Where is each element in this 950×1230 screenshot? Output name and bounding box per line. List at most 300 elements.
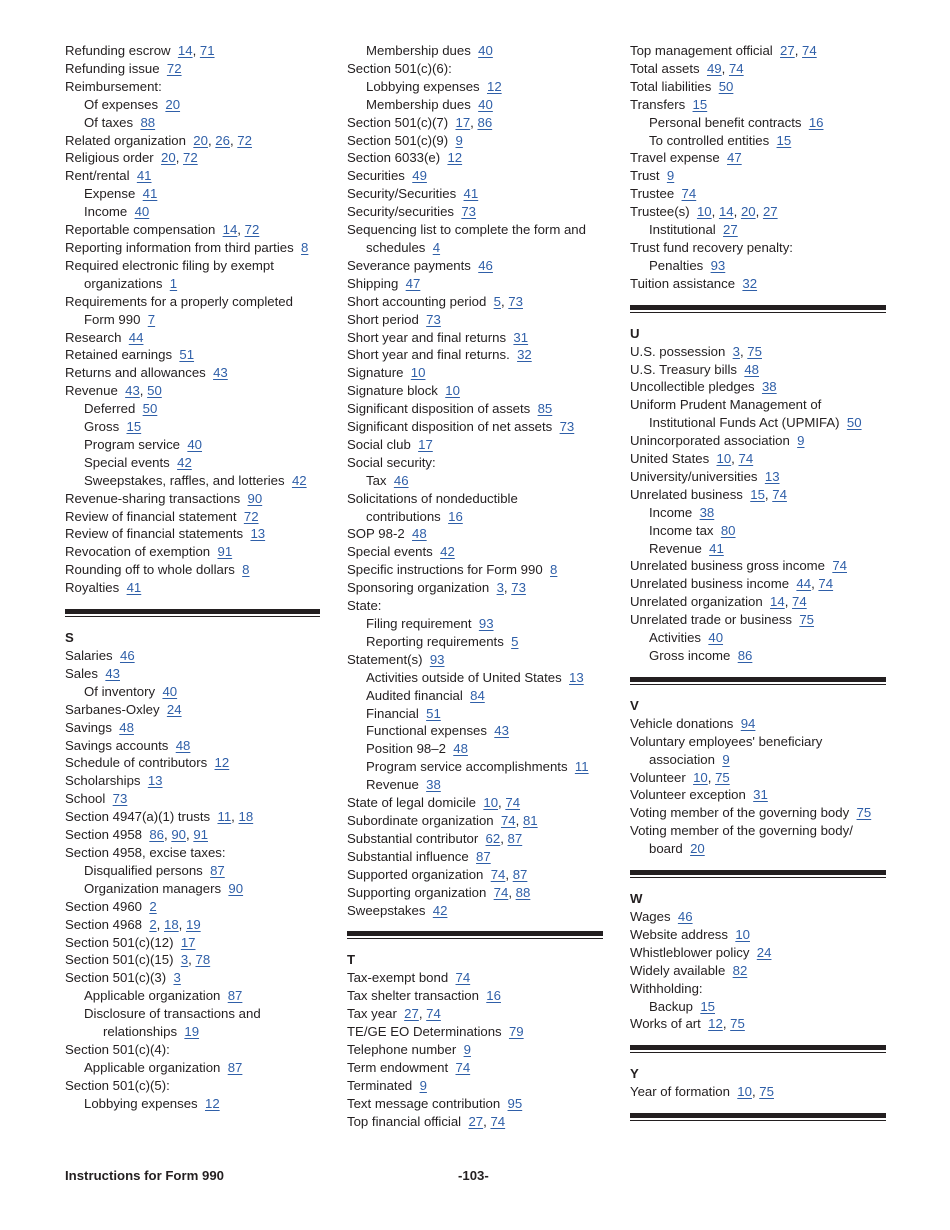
index-entry bbox=[630, 786, 886, 804]
index-entry bbox=[65, 490, 320, 508]
page-reference-link[interactable]: 41 bbox=[709, 540, 724, 556]
index-entry bbox=[630, 432, 886, 450]
page-reference-link[interactable]: 4 bbox=[432, 239, 441, 255]
index-subentry bbox=[630, 540, 886, 558]
page-reference-link[interactable]: 14 bbox=[222, 222, 238, 238]
index-term: Vehicle donations bbox=[630, 715, 734, 731]
index-term: Financial bbox=[366, 705, 419, 721]
page-reference-link[interactable]: 41 bbox=[126, 580, 142, 596]
page-reference-link[interactable]: 74 bbox=[490, 866, 506, 882]
page-reference-link[interactable]: 74 bbox=[772, 486, 787, 502]
page-reference-link[interactable]: 50 bbox=[846, 415, 862, 431]
page-reference-link[interactable]: 15 bbox=[692, 96, 708, 112]
index-subentry bbox=[65, 454, 320, 472]
index-entry bbox=[347, 1095, 603, 1113]
page-reference-link[interactable]: 8 bbox=[301, 239, 309, 255]
page-reference-link[interactable]: 87 bbox=[227, 988, 243, 1004]
index-term: Rounding off to whole dollars bbox=[65, 562, 235, 578]
index-term: Required electronic filing by exempt organizations bbox=[65, 257, 274, 291]
index-term: Substantial contributor bbox=[347, 830, 479, 846]
page-reference-link[interactable]: 43 bbox=[494, 723, 509, 739]
page-reference-link[interactable]: 32 bbox=[742, 275, 758, 291]
page-reference-link[interactable]: 24 bbox=[166, 701, 182, 717]
page-reference-link[interactable]: 87 bbox=[507, 830, 523, 846]
page-reference-link[interactable]: 8 bbox=[550, 562, 558, 578]
index-term: Trust bbox=[630, 168, 660, 184]
page-reference-link[interactable]: 50 bbox=[718, 78, 734, 94]
page-reference-link[interactable]: 74 bbox=[681, 186, 697, 202]
page-reference-link[interactable]: 40 bbox=[162, 683, 178, 699]
index-term: Position 98–2 bbox=[366, 741, 446, 757]
page-reference-link[interactable]: 50 bbox=[142, 401, 158, 417]
page-reference-link[interactable]: 10 bbox=[445, 383, 460, 399]
page-reference-link[interactable]: 74 bbox=[455, 970, 471, 986]
page-reference-link[interactable]: 87 bbox=[227, 1059, 243, 1075]
page-reference-link[interactable]: 20 bbox=[740, 204, 756, 220]
page-reference-link[interactable]: 2 bbox=[149, 898, 157, 914]
page-reference-link[interactable]: 74 bbox=[505, 795, 521, 811]
page-reference-link[interactable]: 15 bbox=[700, 998, 715, 1014]
page-reference-link[interactable]: 44 bbox=[796, 576, 812, 592]
section-letter-heading: U bbox=[630, 325, 640, 341]
page-reference-link[interactable]: 47 bbox=[727, 150, 742, 166]
page-reference-link[interactable]: 27 bbox=[723, 222, 738, 238]
page-reference-link[interactable]: 20 bbox=[161, 150, 176, 166]
page-reference-link[interactable]: 73 bbox=[112, 791, 128, 807]
page-reference-link[interactable]: 49 bbox=[412, 168, 427, 184]
page-reference-link[interactable]: 44 bbox=[128, 329, 144, 345]
index-entry: United States 10, 74 bbox=[630, 451, 754, 467]
page-reference-link[interactable]: 43 bbox=[125, 383, 140, 399]
page-reference-link[interactable]: 5 bbox=[493, 293, 501, 309]
index-subentry bbox=[65, 96, 320, 114]
index-subentry bbox=[347, 740, 603, 758]
page-reference-link[interactable]: 9 bbox=[722, 751, 730, 767]
index-subentry bbox=[65, 880, 320, 898]
index-entry bbox=[347, 1077, 603, 1095]
page-reference-link[interactable]: 51 bbox=[426, 705, 441, 721]
page-reference-link[interactable]: 90 bbox=[247, 490, 263, 506]
page-reference-link[interactable]: 95 bbox=[507, 1095, 523, 1111]
index-term: Voting member of the governing body/ board bbox=[630, 823, 853, 857]
page-reference-link[interactable]: 46 bbox=[478, 257, 493, 273]
index-term: Unrelated trade or business bbox=[630, 612, 793, 628]
index-entry bbox=[65, 346, 320, 364]
index-entry: Section 4947(a)(1) trusts 11, 18 bbox=[65, 809, 254, 825]
index-term: Signature bbox=[347, 365, 404, 381]
index-term: Social club bbox=[347, 436, 411, 452]
index-subentry bbox=[65, 400, 320, 418]
index-entry bbox=[65, 239, 320, 257]
index-entry bbox=[347, 969, 603, 987]
index-entry bbox=[630, 185, 886, 203]
page-reference-link[interactable]: 17 bbox=[180, 934, 196, 950]
index-entry: Total assets 49, 74 bbox=[630, 60, 744, 76]
page-reference-link[interactable]: 48 bbox=[412, 526, 427, 542]
page-reference-link[interactable]: 93 bbox=[710, 257, 726, 273]
page-reference-link[interactable]: 9 bbox=[455, 132, 463, 148]
index-entry: Supporting organization 74, 88 bbox=[347, 884, 531, 900]
page-reference-link[interactable]: 86 bbox=[477, 114, 493, 130]
page-reference-link[interactable]: 2 bbox=[149, 916, 157, 932]
page-reference-link[interactable]: 18 bbox=[238, 809, 254, 825]
page-reference-link[interactable]: 38 bbox=[761, 379, 777, 395]
page-reference-link[interactable]: 16 bbox=[448, 508, 463, 524]
page-reference-link[interactable]: 9 bbox=[797, 433, 805, 449]
page-reference-link[interactable]: 85 bbox=[537, 401, 553, 417]
index-entry bbox=[630, 557, 886, 575]
index-term: Of taxes bbox=[84, 114, 134, 130]
page-reference-link[interactable]: 13 bbox=[569, 669, 584, 685]
index-entry: State of legal domicile 10, 74 bbox=[347, 795, 521, 811]
page-reference-link[interactable]: 40 bbox=[708, 630, 724, 646]
page-reference-link[interactable]: 75 bbox=[747, 343, 762, 359]
index-subentry bbox=[347, 722, 603, 740]
index-subentry bbox=[65, 1095, 320, 1113]
index-entry bbox=[65, 665, 320, 683]
index-term: Reportable compensation bbox=[65, 222, 216, 238]
page-reference-link[interactable]: 42 bbox=[177, 454, 192, 470]
page-reference-link[interactable]: 40 bbox=[134, 204, 150, 220]
index-term: Organization managers bbox=[84, 880, 222, 896]
page-reference-link[interactable]: 31 bbox=[513, 329, 529, 345]
page-reference-link[interactable]: 46 bbox=[677, 908, 693, 924]
page-reference-link[interactable]: 13 bbox=[250, 526, 266, 542]
page-reference-link[interactable]: 48 bbox=[453, 741, 468, 757]
index-subentry bbox=[630, 114, 886, 132]
index-term: Sweepstakes, raffles, and lotteries bbox=[84, 472, 285, 488]
page-reference-link[interactable]: 9 bbox=[463, 1041, 471, 1057]
page-reference-link[interactable]: 12 bbox=[447, 150, 463, 166]
index-entry: Trustee(s) 10, 14, 20, 27 bbox=[630, 204, 778, 220]
page-reference-link[interactable]: 14 bbox=[770, 594, 785, 610]
page-reference-link[interactable]: 20 bbox=[193, 132, 208, 148]
page-reference-link[interactable]: 75 bbox=[715, 769, 730, 785]
page-reference-link[interactable]: 72 bbox=[183, 150, 198, 166]
page-reference-link[interactable]: 20 bbox=[690, 841, 705, 857]
page-reference-link[interactable]: 3 bbox=[180, 952, 189, 968]
page-reference-link[interactable]: 11 bbox=[574, 759, 589, 775]
section-letter-heading: W bbox=[630, 891, 643, 907]
page-reference-link[interactable]: 7 bbox=[147, 311, 156, 327]
page-reference-link[interactable]: 93 bbox=[429, 651, 445, 667]
index-entry: Supported organization 74, 87 bbox=[347, 866, 528, 882]
page-reference-link[interactable]: 27 bbox=[404, 1006, 419, 1022]
index-term: Research bbox=[65, 329, 122, 345]
page-reference-link[interactable]: 46 bbox=[119, 648, 135, 663]
page-reference-link[interactable]: 47 bbox=[405, 275, 421, 291]
page-reference-link[interactable]: 87 bbox=[476, 848, 491, 864]
index-entry: Related organization 20, 26, 72 bbox=[65, 132, 252, 148]
page-reference-link[interactable]: 86 bbox=[737, 648, 753, 663]
page-reference-link[interactable]: 74 bbox=[490, 1113, 506, 1129]
index-term: U.S. possession bbox=[630, 343, 726, 359]
page-reference-link[interactable]: 9 bbox=[666, 168, 675, 184]
index-subentry bbox=[630, 221, 886, 239]
page-reference-link[interactable]: 74 bbox=[792, 594, 807, 610]
page-reference-link[interactable]: 73 bbox=[426, 311, 441, 327]
index-term: Rent/rental bbox=[65, 168, 130, 184]
page-reference-link[interactable]: 14 bbox=[177, 43, 193, 58]
page-reference-link[interactable]: 75 bbox=[856, 805, 872, 821]
index-term: Revocation of exemption bbox=[65, 544, 211, 560]
index-subentry bbox=[347, 42, 603, 60]
page-reference-link[interactable]: 13 bbox=[147, 773, 163, 789]
page-reference-link[interactable]: 75 bbox=[799, 612, 815, 628]
page-reference-link[interactable]: 40 bbox=[187, 436, 203, 452]
page-reference-link[interactable]: 18 bbox=[164, 916, 179, 932]
page-reference-link[interactable]: 15 bbox=[776, 132, 792, 148]
section-letter-heading: T bbox=[347, 952, 356, 968]
page-reference-link[interactable]: 84 bbox=[470, 687, 485, 703]
page-reference-link[interactable]: 24 bbox=[756, 944, 772, 960]
page-reference-link[interactable]: 17 bbox=[418, 436, 433, 452]
page-reference-link[interactable]: 79 bbox=[508, 1024, 524, 1040]
page-reference-link[interactable]: 87 bbox=[512, 866, 528, 882]
page-reference-link[interactable]: 94 bbox=[740, 715, 756, 731]
page-reference-link[interactable]: 12 bbox=[708, 1016, 723, 1032]
page-reference-link[interactable]: 74 bbox=[802, 43, 817, 58]
page-reference-link[interactable]: 10 bbox=[483, 795, 499, 811]
page-reference-link[interactable]: 10 bbox=[693, 769, 708, 785]
index-entry bbox=[65, 772, 320, 790]
page-reference-link[interactable]: 9 bbox=[419, 1077, 427, 1093]
page-reference-link[interactable]: 74 bbox=[455, 1059, 471, 1075]
page-reference-link[interactable]: 74 bbox=[728, 60, 744, 76]
index-term: Terminated bbox=[347, 1077, 413, 1093]
index-term: Applicable organization bbox=[84, 988, 221, 1004]
page-reference-link[interactable]: 14 bbox=[718, 204, 734, 220]
index-term: Expense bbox=[84, 186, 136, 202]
page-reference-link[interactable]: 19 bbox=[184, 1024, 200, 1040]
index-entry bbox=[347, 185, 603, 203]
page-reference-link[interactable]: 41 bbox=[463, 186, 479, 202]
page-reference-link[interactable]: 72 bbox=[237, 132, 252, 148]
index-term: Supported organization bbox=[347, 866, 484, 882]
page-reference-link[interactable]: 10 bbox=[696, 204, 712, 220]
page-reference-link[interactable]: 93 bbox=[478, 616, 494, 631]
page-reference-link[interactable]: 90 bbox=[171, 827, 186, 843]
index-term: Voluntary employees' beneficiary association bbox=[630, 733, 823, 767]
page-reference-link[interactable]: 72 bbox=[243, 508, 259, 524]
page-reference-link[interactable]: 62 bbox=[485, 830, 501, 846]
index-term: SOP 98-2 bbox=[347, 526, 405, 542]
index-term: Short period bbox=[347, 311, 419, 327]
index-term: Total liabilities bbox=[630, 78, 712, 94]
page-reference-link[interactable]: 42 bbox=[440, 544, 455, 560]
page-reference-link[interactable]: 71 bbox=[199, 43, 215, 58]
page-reference-link[interactable]: 48 bbox=[119, 719, 134, 735]
page-reference-link[interactable]: 40 bbox=[478, 43, 493, 58]
page-reference-link[interactable]: 38 bbox=[699, 504, 715, 520]
page-reference-link[interactable]: 74 bbox=[500, 812, 516, 828]
page-reference-link[interactable]: 42 bbox=[432, 902, 448, 918]
page-reference-link[interactable]: 50 bbox=[147, 383, 162, 399]
index-subentry bbox=[347, 78, 603, 96]
page-reference-link[interactable]: 5 bbox=[511, 633, 519, 649]
page-reference-link[interactable]: 15 bbox=[126, 419, 142, 435]
page-reference-link[interactable]: 3 bbox=[496, 580, 504, 596]
page-reference-link[interactable]: 51 bbox=[179, 347, 195, 363]
page-reference-link[interactable]: 3 bbox=[173, 970, 181, 986]
index-term: Penalties bbox=[649, 257, 704, 273]
index-term: Transfers bbox=[630, 96, 686, 112]
page-reference-link[interactable]: 72 bbox=[166, 60, 182, 76]
page-reference-link[interactable]: 17 bbox=[455, 114, 471, 130]
page-reference-link[interactable]: 75 bbox=[730, 1016, 745, 1032]
index-subentry bbox=[347, 615, 603, 633]
page-reference-link[interactable]: 75 bbox=[759, 1084, 774, 1100]
index-entry bbox=[347, 311, 603, 329]
index-term: Activities bbox=[649, 630, 702, 646]
index-entry: Reportable compensation 14, 72 bbox=[65, 222, 260, 238]
page-reference-link[interactable]: 91 bbox=[217, 544, 233, 560]
index-term: School bbox=[65, 791, 106, 807]
page-reference-link[interactable]: 72 bbox=[244, 222, 260, 238]
index-entry bbox=[347, 1041, 603, 1059]
page-reference-link[interactable]: 88 bbox=[515, 884, 531, 900]
index-entry bbox=[347, 346, 603, 364]
page-reference-link[interactable]: 16 bbox=[486, 988, 501, 1004]
page-reference-link[interactable]: 10 bbox=[716, 451, 732, 467]
page-reference-link[interactable]: 12 bbox=[204, 1095, 220, 1111]
page-reference-link[interactable]: 91 bbox=[193, 827, 208, 843]
index-entry: Unrelated organization 14, 74 bbox=[630, 594, 807, 610]
index-entry: Unrelated business income 44, 74 bbox=[630, 576, 834, 592]
index-subentry bbox=[347, 669, 603, 687]
index-term: Sales bbox=[65, 665, 98, 681]
index-entry bbox=[65, 719, 320, 737]
index-subentry bbox=[65, 418, 320, 436]
page-reference-link[interactable]: 27 bbox=[762, 204, 778, 220]
page-reference-link[interactable]: 82 bbox=[732, 962, 748, 978]
page-reference-link[interactable]: 90 bbox=[228, 880, 244, 896]
index-subentry bbox=[65, 683, 320, 701]
index-term: Income bbox=[649, 504, 693, 520]
page-reference-link[interactable]: 38 bbox=[426, 777, 441, 793]
index-entry bbox=[630, 149, 886, 167]
index-term: Short year and final returns bbox=[347, 329, 507, 345]
index-entry bbox=[630, 96, 886, 114]
index-term: U.S. Treasury bills bbox=[630, 361, 737, 377]
page-reference-link[interactable]: 49 bbox=[706, 60, 722, 76]
page-reference-link[interactable]: 40 bbox=[478, 96, 493, 112]
page-reference-link[interactable]: 12 bbox=[214, 755, 230, 771]
page-reference-link[interactable]: 16 bbox=[808, 114, 824, 130]
index-term: Top management official bbox=[630, 43, 773, 58]
page-reference-link[interactable]: 78 bbox=[195, 952, 211, 968]
index-column-2 bbox=[347, 42, 603, 1130]
page-reference-link[interactable]: 32 bbox=[517, 347, 532, 363]
index-term: Program service accomplishments bbox=[366, 759, 568, 775]
page-reference-link[interactable]: 73 bbox=[461, 204, 477, 220]
page-reference-link[interactable]: 88 bbox=[140, 114, 156, 130]
index-column-1 bbox=[65, 42, 320, 1113]
section-divider bbox=[630, 677, 886, 685]
page-reference-link[interactable]: 86 bbox=[149, 827, 164, 843]
page-reference-link[interactable]: 10 bbox=[410, 365, 426, 381]
page-reference-link[interactable]: 73 bbox=[559, 419, 575, 435]
index-entry: Top financial official 27, 74 bbox=[347, 1113, 506, 1129]
index-term: Sarbanes-Oxley bbox=[65, 701, 160, 717]
page-reference-link[interactable]: 74 bbox=[738, 451, 754, 467]
page-reference-link[interactable]: 41 bbox=[142, 186, 158, 202]
page-reference-link[interactable]: 3 bbox=[732, 343, 740, 359]
page-reference-link[interactable]: 12 bbox=[486, 78, 502, 94]
index-term: TE/GE EO Determinations bbox=[347, 1024, 502, 1040]
index-term: Tax shelter transaction bbox=[347, 988, 479, 1004]
index-term: Reimbursement: bbox=[65, 78, 162, 94]
page-reference-link[interactable]: 10 bbox=[737, 1084, 752, 1100]
index-entry bbox=[630, 378, 886, 396]
index-subentry bbox=[65, 1059, 320, 1077]
index-term: Deferred bbox=[84, 401, 136, 417]
page-reference-link[interactable]: 74 bbox=[832, 558, 847, 574]
index-entry bbox=[630, 715, 886, 733]
page-reference-link[interactable]: 81 bbox=[522, 812, 538, 828]
index-entry: Religious order 20, 72 bbox=[65, 150, 198, 166]
index-entry bbox=[347, 597, 603, 615]
page-reference-link[interactable]: 8 bbox=[242, 562, 250, 578]
page-reference-link[interactable]: 43 bbox=[213, 365, 228, 381]
index-entry bbox=[347, 364, 603, 382]
page-reference-link[interactable]: 41 bbox=[136, 168, 152, 184]
index-entry bbox=[65, 934, 320, 952]
page-reference-link[interactable]: 27 bbox=[780, 43, 795, 58]
page-reference-link[interactable]: 73 bbox=[508, 293, 523, 309]
page-reference-link[interactable]: 10 bbox=[735, 926, 750, 942]
index-term: Audited financial bbox=[366, 687, 463, 703]
page-reference-link[interactable]: 27 bbox=[468, 1113, 484, 1129]
page-reference-link[interactable]: 42 bbox=[291, 472, 307, 488]
index-subentry bbox=[347, 633, 603, 651]
index-entry bbox=[630, 962, 886, 980]
index-entry: Unrelated business 15, 74 bbox=[630, 486, 787, 502]
page-reference-link[interactable]: 46 bbox=[393, 472, 409, 488]
index-entry: Year of formation 10, 75 bbox=[630, 1084, 774, 1100]
index-subentry bbox=[347, 705, 603, 723]
page-reference-link[interactable]: 20 bbox=[165, 96, 181, 112]
page-reference-link[interactable]: 11 bbox=[217, 809, 232, 825]
page-reference-link[interactable]: 26 bbox=[215, 132, 230, 148]
index-entry bbox=[347, 525, 603, 543]
index-term: Of inventory bbox=[84, 683, 156, 699]
index-term: Backup bbox=[649, 998, 693, 1014]
page-reference-link[interactable]: 48 bbox=[744, 361, 759, 377]
page-reference-link[interactable]: 74 bbox=[818, 576, 834, 592]
index-entry bbox=[347, 132, 603, 150]
index-entry bbox=[65, 647, 320, 665]
page-reference-link[interactable]: 74 bbox=[493, 884, 509, 900]
page-reference-link[interactable]: 31 bbox=[753, 787, 768, 803]
page-reference-link[interactable]: 48 bbox=[175, 737, 191, 753]
page-reference-link[interactable]: 1 bbox=[169, 275, 178, 291]
index-term: Sweepstakes bbox=[347, 902, 426, 918]
page-reference-link[interactable]: 19 bbox=[186, 916, 201, 932]
page-reference-link[interactable]: 87 bbox=[210, 862, 225, 878]
page-reference-link[interactable]: 13 bbox=[764, 468, 780, 484]
page-reference-link[interactable]: 15 bbox=[750, 486, 765, 502]
index-subentry bbox=[65, 436, 320, 454]
index-term: University/universities bbox=[630, 468, 758, 484]
page-reference-link[interactable]: 73 bbox=[511, 580, 526, 596]
page-reference-link[interactable]: 80 bbox=[720, 522, 736, 538]
index-term: Income tax bbox=[649, 522, 714, 538]
page-reference-link[interactable]: 74 bbox=[426, 1006, 441, 1022]
page-reference-link[interactable]: 43 bbox=[105, 665, 120, 681]
index-term: Unincorporated association bbox=[630, 433, 790, 449]
index-entry bbox=[347, 987, 603, 1005]
